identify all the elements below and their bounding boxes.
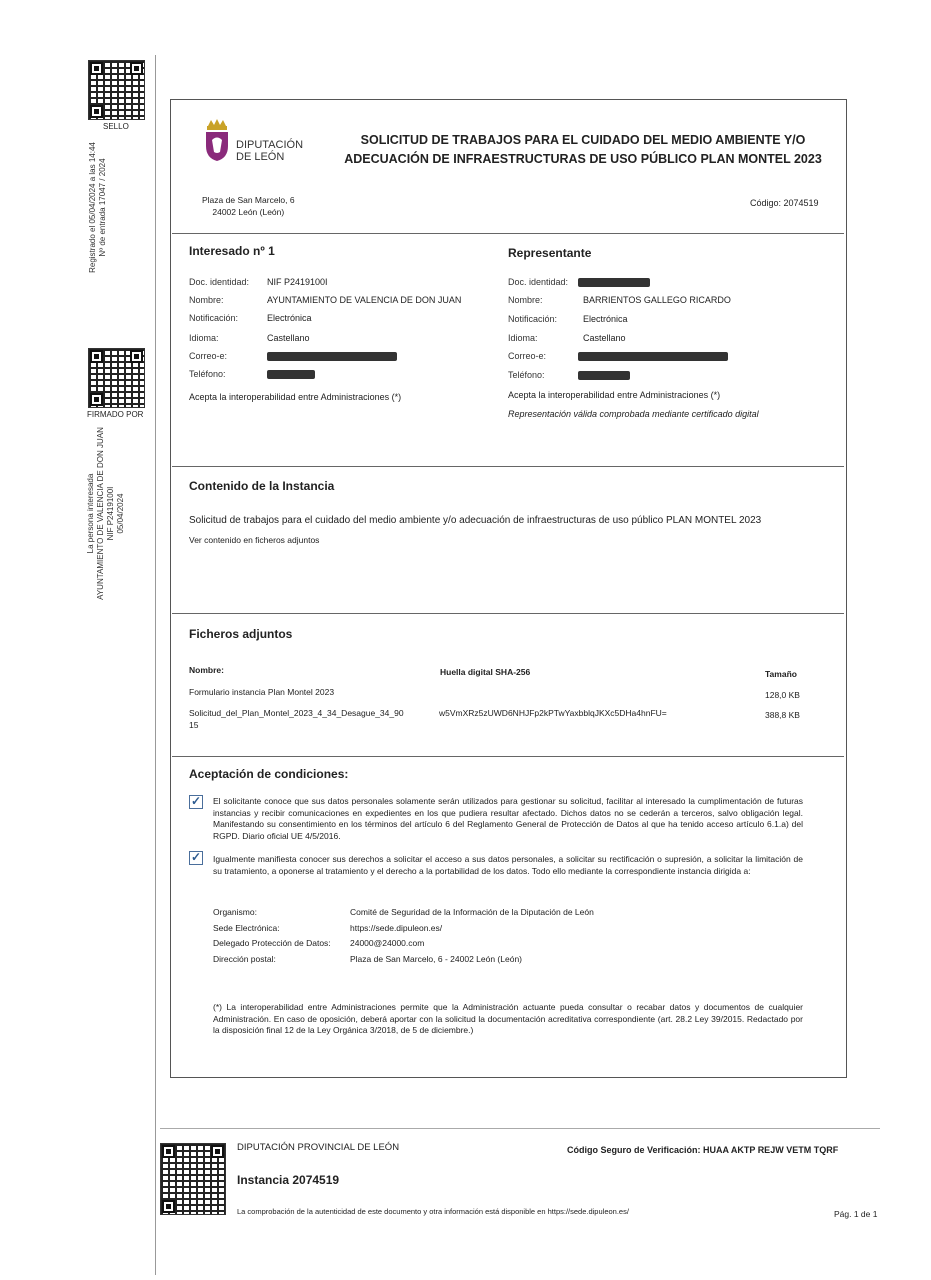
table-row xyxy=(189,687,809,701)
representante-correo-row xyxy=(508,351,546,361)
document-title xyxy=(328,131,838,169)
interesado-doc-row xyxy=(189,277,328,287)
representante-idioma-value: Castellano xyxy=(583,333,626,343)
diputacion-logo xyxy=(202,118,232,162)
consent-text-2: Igualmente manifiesta conocer sus derechos a solicitar el acceso a sus datos personales, a solicitar su rectificación o supresión, a solicitar la limitación de su tratamiento, a oponerse al tratamiento y el derecho a la portabilidad de los datos. Todo ello mediante la correspondiente instancia dirigida a: xyxy=(213,854,803,876)
interesado-telefono-row xyxy=(189,369,226,379)
redacted-email xyxy=(267,352,397,361)
redacted-email xyxy=(578,352,728,361)
direccion-value: Plaza de San Marcelo, 6 - 24002 León (León) xyxy=(350,953,523,964)
redacted-phone xyxy=(578,371,630,380)
file-size: 388,8 KB xyxy=(765,710,800,720)
contenido-text: Solicitud de trabajos para el cuidado del medio ambiente y/o adecuación de infraestructuras de uso público PLAN MONTEL 2023 xyxy=(189,515,762,526)
representante-notif-row xyxy=(508,314,628,324)
interesado-nombre-row xyxy=(189,295,462,305)
redacted-doc xyxy=(578,278,650,287)
interesado-telefono-label: Teléfono: xyxy=(189,369,226,379)
file-name: Formulario instancia Plan Montel 2023 xyxy=(189,687,335,697)
sede-label: Sede Electrónica: xyxy=(213,922,280,933)
margin-rule xyxy=(155,55,156,1275)
org-line2: DE LEÓN xyxy=(236,151,285,163)
footer-divider xyxy=(160,1128,880,1129)
ficheros-title: Ficheros adjuntos xyxy=(189,627,293,641)
contact-table xyxy=(213,905,594,967)
address-line2: 24002 León (León) xyxy=(212,207,285,217)
organismo-value: Comité de Seguridad de la Información de la Diputación de León xyxy=(350,907,594,917)
representante-nombre-row xyxy=(508,295,731,305)
representante-title: Representante xyxy=(508,246,592,260)
divider-header xyxy=(172,233,844,234)
interesado-title: Interesado nº 1 xyxy=(189,244,275,258)
organismo-label: Organismo: xyxy=(213,907,257,917)
representante-nombre-value: BARRIENTOS GALLEGO RICARDO xyxy=(583,295,731,305)
registro-line1: Registrado el 05/04/2024 a las 14:44 xyxy=(88,142,97,273)
table-row xyxy=(189,707,809,733)
divider-aceptacion xyxy=(172,756,844,757)
file-hash: w5VmXRz5zUWD6NHJFp2kPTwYaxbblqJKXc5DHa4hnFU= xyxy=(439,708,667,718)
firma-line1: La persona interesada xyxy=(86,473,95,554)
consent-checkbox-1[interactable] xyxy=(189,795,203,809)
representante-nombre-label: Nombre: xyxy=(508,295,543,305)
org-name xyxy=(236,139,303,163)
interesado-interop: Acepta la interoperabilidad entre Administraciones (*) xyxy=(189,392,402,402)
representante-doc-label: Doc. identidad: xyxy=(508,277,569,287)
representante-telefono-row xyxy=(508,370,545,380)
representante-interop: Acepta la interoperabilidad entre Administraciones (*) xyxy=(508,390,721,400)
consent-checkbox-2[interactable] xyxy=(189,851,203,865)
representante-telefono-label: Teléfono: xyxy=(508,370,545,380)
file-name-cont: 15 xyxy=(189,720,199,730)
divider-ficheros xyxy=(172,613,844,614)
representante-correo-label: Correo-e: xyxy=(508,351,547,361)
title-line1: SOLICITUD DE TRABAJOS PARA EL CUIDADO DEL MEDIO AMBIENTE Y/O xyxy=(360,133,806,147)
registro-line2: Nº de entrada 17047 / 2024 xyxy=(98,158,107,257)
dpd-value[interactable]: 24000@24000.com xyxy=(350,938,425,948)
firma-qr-code xyxy=(88,348,145,408)
interop-note: (*) La interoperabilidad entre Administraciones permite que la Administración actuante pueda consultar o recabar datos y documentos de cualquier Administración. En caso de oposición, deberá aportar con la solicitud la documentación acreditativa correspondiente (art. 28.2 Ley 39/2015. Redactado por la disposición final 12 de la Ley Orgánica 3/2018, de 5 de diciembre.) xyxy=(213,1002,803,1035)
dpd-label: Delegado Protección de Datos: xyxy=(213,938,331,948)
representante-notif-label: Notificación: xyxy=(508,314,558,324)
interesado-idioma-row xyxy=(189,333,310,343)
consent-text-1: El solicitante conoce que sus datos personales solamente serán utilizados para gestionar su solicitud, facilitar al interesado la cumplimentación de futuras instancias y recibir comunicaciones en expedientes en los que pudiera resultar afectado. Dichos datos no se cederán a terceros, salvo obligación legal. Manifestando su consentimiento en los términos del artículo 6 del Reglamento General de Protección de Datos al que ha tenido acceso artículo 6.1.a) del RGPD. Diario oficial UE 4/5/2016. xyxy=(213,796,803,841)
firma-line4: 05/04/2024 xyxy=(116,493,125,534)
footer-pagina: Pág. 1 de 1 xyxy=(834,1209,878,1219)
firmado-label: FIRMADO POR xyxy=(87,410,144,419)
firma-line3: NIF P2419100I xyxy=(106,486,115,541)
registro-stamp xyxy=(88,130,108,285)
interesado-doc-label: Doc. identidad: xyxy=(189,277,250,287)
footer-org: DIPUTACIÓN PROVINCIAL DE LEÓN xyxy=(237,1142,400,1153)
firma-line2: AYUNTAMIENTO DE VALENCIA DE DON JUAN xyxy=(96,427,105,600)
csv-qr-code xyxy=(160,1143,226,1215)
interesado-notif-row xyxy=(189,313,312,323)
representante-doc-row xyxy=(508,277,568,287)
interesado-correo-row xyxy=(189,351,227,361)
footer-instancia: Instancia 2074519 xyxy=(237,1173,340,1187)
representante-idioma-label: Idioma: xyxy=(508,333,538,343)
representante-notif-value: Electrónica xyxy=(583,314,628,324)
col-huella-header: Huella digital SHA-256 xyxy=(440,667,531,677)
sello-qr-code xyxy=(88,60,145,120)
sello-label: SELLO xyxy=(103,122,129,131)
footer-csv: Código Seguro de Verificación: HUAA AKTP REJW VETM TQRF xyxy=(567,1145,839,1155)
col-nombre-header: Nombre: xyxy=(189,665,224,675)
col-tamano-header: Tamaño xyxy=(765,669,797,679)
interesado-notif-value: Electrónica xyxy=(267,313,312,323)
file-name: Solicitud_del_Plan_Montel_2023_4_34_Desague_34_90 xyxy=(189,708,404,718)
sede-value[interactable]: https://sede.dipuleon.es/ xyxy=(350,922,443,933)
codigo-label: Código: 2074519 xyxy=(750,198,819,208)
interesado-idioma-label: Idioma: xyxy=(189,333,219,343)
contenido-ver: Ver contenido en ficheros adjuntos xyxy=(189,535,320,545)
representante-idioma-row xyxy=(508,333,626,343)
contenido-title: Contenido de la Instancia xyxy=(189,479,335,493)
representante-valida: Representación válida comprobada mediante certificado digital xyxy=(508,409,759,419)
file-size: 128,0 KB xyxy=(765,690,800,700)
interesado-idioma-value: Castellano xyxy=(267,333,310,343)
direccion-label: Dirección postal: xyxy=(213,953,276,964)
interesado-nombre-value: AYUNTAMIENTO DE VALENCIA DE DON JUAN xyxy=(267,295,462,305)
redacted-phone xyxy=(267,370,315,379)
interesado-correo-label: Correo-e: xyxy=(189,351,228,361)
firma-stamp xyxy=(86,421,126,606)
org-line1: DIPUTACIÓN xyxy=(236,139,304,151)
title-line2: ADECUACIÓN DE INFRAESTRUCTURAS DE USO PÚBLICO PLAN MONTEL 2023 xyxy=(344,152,822,166)
footer-comprobacion: La comprobación de la autenticidad de este documento y otra información está disponible en https://sede.dipuleon.es/ xyxy=(237,1207,629,1216)
interesado-nombre-label: Nombre: xyxy=(189,295,224,305)
divider-contenido xyxy=(172,466,844,467)
address-line1: Plaza de San Marcelo, 6 xyxy=(202,195,295,205)
interesado-doc-value: NIF P2419100I xyxy=(267,277,328,287)
org-address xyxy=(202,194,295,218)
interesado-notif-label: Notificación: xyxy=(189,313,239,323)
aceptacion-title: Aceptación de condiciones: xyxy=(189,767,349,781)
